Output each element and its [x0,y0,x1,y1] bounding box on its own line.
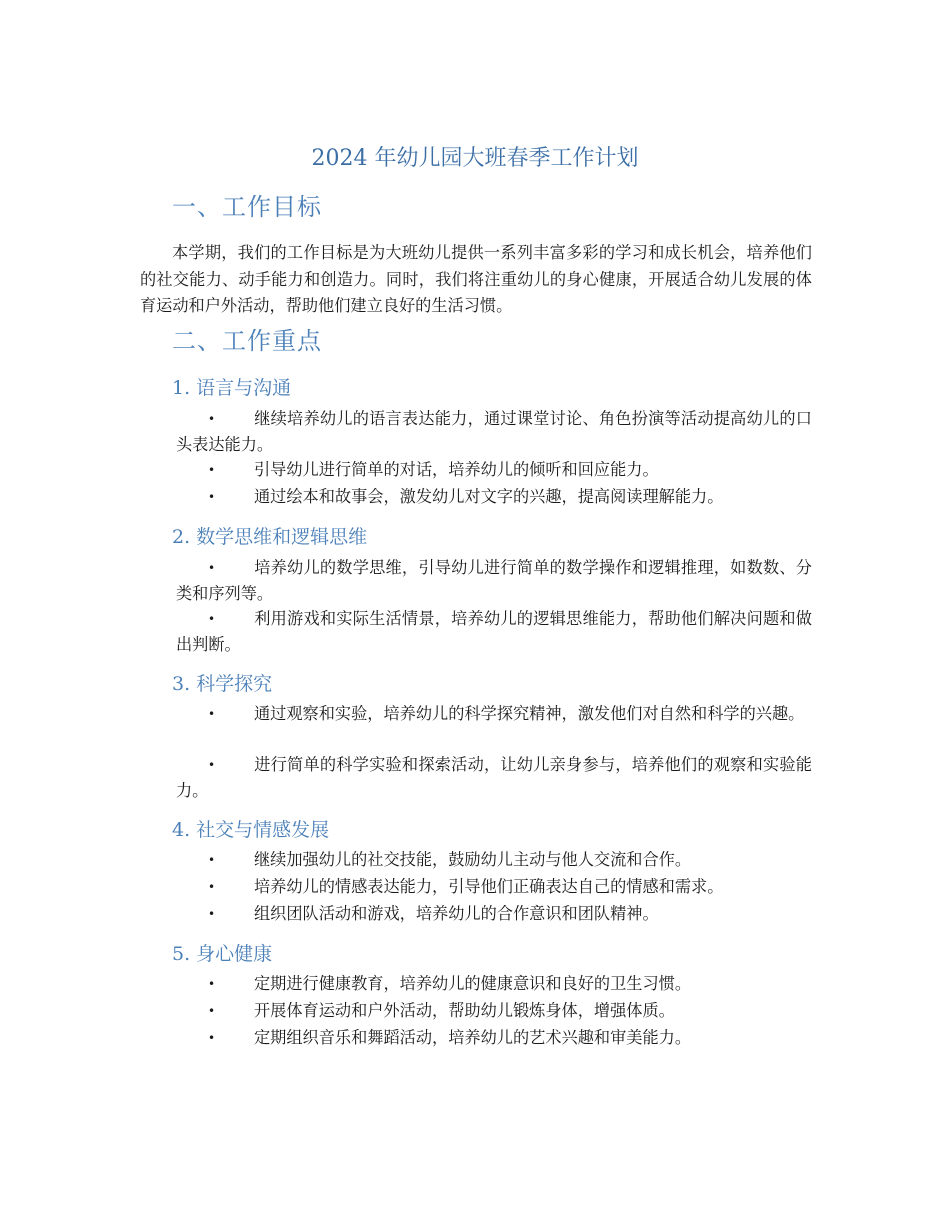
list-item-text: 培养幼儿的数学思维，引导幼儿进行简单的数学操作和逻辑推理，如数数、分类和序列等。 [176,558,812,603]
section-heading-focus: 二、工作重点 [172,327,322,355]
subsection-heading-math: 2. 数学思维和逻辑思维 [172,526,368,548]
list-item-text: 定期组织音乐和舞蹈活动，培养幼儿的艺术兴趣和审美能力。 [254,1028,692,1047]
bullet-icon: • [208,1004,216,1018]
bullet-icon: • [208,1031,216,1045]
list-item [176,874,812,900]
bullet-icon: • [208,490,216,504]
bullet-icon: • [208,561,216,575]
bullet-icon: • [208,412,216,426]
bullet-icon: • [208,463,216,477]
list-item [176,901,812,927]
bullet-icon: • [208,707,216,721]
list-item [176,971,812,997]
list-item-text: 通过绘本和故事会，激发幼儿对文字的兴趣，提高阅读理解能力。 [254,487,724,506]
goals-paragraph: 本学期，我们的工作目标是为大班幼儿提供一系列丰富多彩的学习和成长机会，培养他们的社交能力、动手能力和创造力。同时，我们将注重幼儿的身心健康，开展适合幼儿发展的体育运动和户外活动，帮助他们建立良好的生活习惯。 [140,243,812,315]
subsection-heading-health: 5. 身心健康 [172,943,273,965]
list-item-text: 开展体育运动和户外活动，帮助幼儿锻炼身体，增强体质。 [254,1001,675,1020]
list-item-text: 通过观察和实验，培养幼儿的科学探究精神，激发他们对自然和科学的兴趣。 [254,704,805,723]
list-item [176,606,812,658]
list-item [176,1025,812,1051]
list-item [176,484,812,510]
list-item [176,555,812,607]
bullet-icon: • [208,977,216,991]
list-item [176,701,812,727]
document-title: 2024 年幼儿园大班春季工作计划 [311,146,639,171]
subsection-heading-science: 3. 科学探究 [172,673,273,695]
list-item [176,998,812,1024]
bullet-icon: • [208,612,216,626]
subsection-heading-language: 1. 语言与沟通 [172,377,292,399]
list-item [176,847,812,873]
bullet-icon: • [208,853,216,867]
list-item [176,406,812,458]
list-item-text: 利用游戏和实际生活情景，培养幼儿的逻辑思维能力，帮助他们解决问题和做出判断。 [176,609,812,654]
subsection-heading-social: 4. 社交与情感发展 [172,819,330,841]
list-item-text: 培养幼儿的情感表达能力，引导他们正确表达自己的情感和需求。 [254,877,724,896]
bullet-icon: • [208,880,216,894]
list-item-text: 定期进行健康教育，培养幼儿的健康意识和良好的卫生习惯。 [254,974,692,993]
list-item [176,752,812,804]
list-item-text: 继续加强幼儿的社交技能，鼓励幼儿主动与他人交流和合作。 [254,850,692,869]
list-item-text: 进行简单的科学实验和探索活动，让幼儿亲身参与，培养他们的观察和实验能力。 [176,755,812,800]
list-item-text: 引导幼儿进行简单的对话，培养幼儿的倾听和回应能力。 [254,460,659,479]
list-item-text: 组织团队活动和游戏，培养幼儿的合作意识和团队精神。 [254,904,659,923]
list-item-text: 继续培养幼儿的语言表达能力，通过课堂讨论、角色扮演等活动提高幼儿的口头表达能力。 [176,409,812,454]
bullet-icon: • [208,758,216,772]
list-item [176,457,812,483]
bullet-icon: • [208,907,216,921]
section-heading-goals: 一、工作目标 [172,193,322,221]
